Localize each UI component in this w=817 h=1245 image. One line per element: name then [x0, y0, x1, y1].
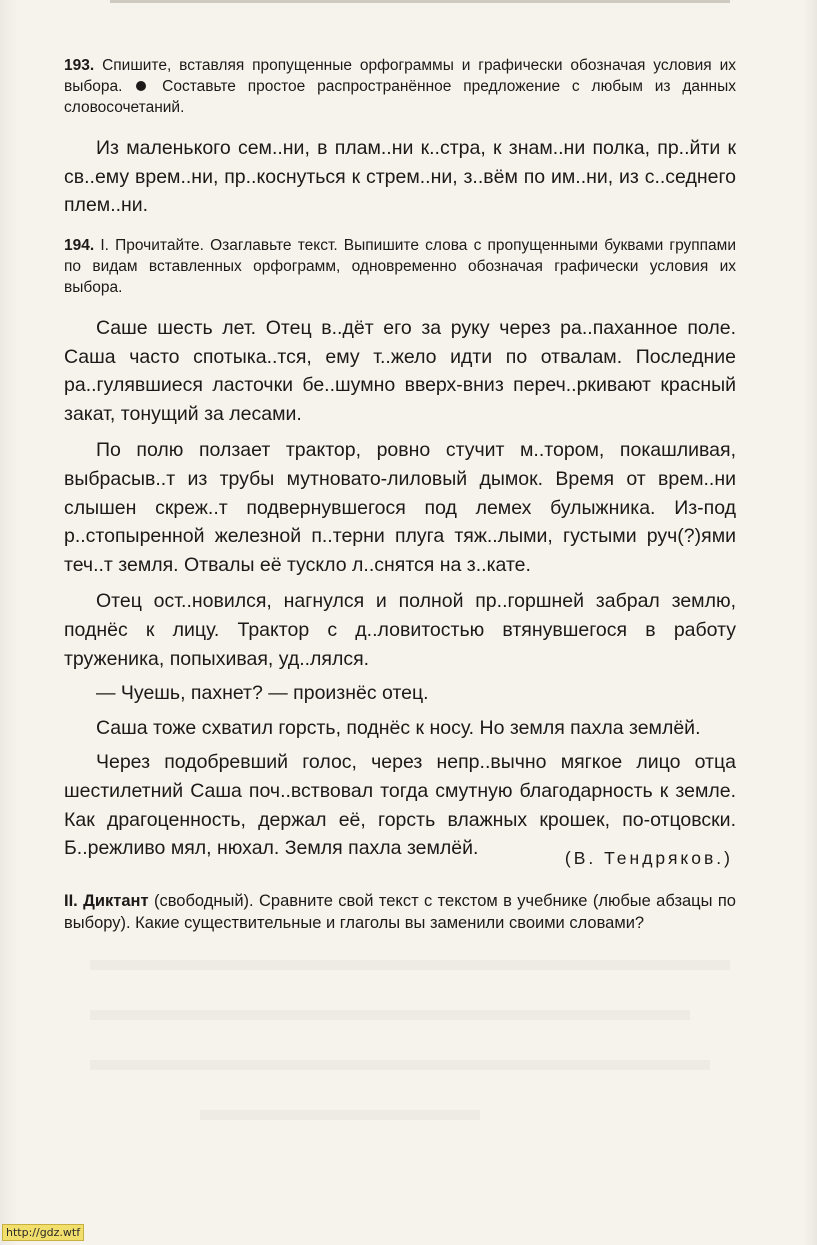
paragraph: — Чуешь, пахнет? — произнёс отец.	[96, 682, 429, 705]
task-194-instruction-text: I. Прочитайте. Озаглавьте текст. Выпишите слова с пропущенными буквами группами по видам вставленных орфограмм, одновременно обозначая графически условия их выбора.	[64, 237, 736, 296]
bleed-through-line	[90, 960, 730, 970]
dictation-text: (свободный). Сравните свой текст с текстом в учебнике (любые абзацы по выбору). Какие существительные и глаголы вы заменили своими словами?	[64, 892, 736, 932]
bullet-dot-icon	[136, 81, 146, 91]
bleed-through-line	[90, 1060, 710, 1070]
dictation-label: II. Диктант	[64, 892, 149, 910]
task-193-instruction	[64, 55, 736, 118]
bleed-through-line	[90, 1010, 690, 1020]
task-193-instruction-b: Составьте простое распространённое предложение с любым из данных словосочетаний.	[64, 78, 736, 116]
task-194-number: 194.	[64, 237, 95, 254]
top-rule	[110, 0, 730, 3]
paragraph: Саше шесть лет. Отец в..дёт его за руку через ра..паханное поле. Саша часто спотыка..тся, ему т..жело идти по отвалам. Последние ра..гулявшиеся ласточки бе..шумно вверх-вниз переч..ркивают красный закат, тонущий за лесами.	[64, 317, 736, 425]
paragraph: Через подобревший голос, через непр..вычно мягкое лицо отца шестилетний Саша поч..вствовал тогда смутную благодарность к земле. Как драгоценность, держал её, горсть влажных крошек, по-отцовски. Б..режливо мял, нюхал. Земля пахла землёй.	[64, 751, 736, 860]
task-193-phrases: Из маленького сем..ни, в плам..ни к..стра, к знам..ни полка, пр..йти к св..ему врем..ни, пр..коснуться к стрем..ни, з..вём по им..ни, из с..седнего плем..ни.	[64, 137, 736, 217]
task-193-instruction-a: Спишите, вставляя пропущенные орфограммы и графически обозначая условия их выбора.	[64, 57, 736, 95]
task-193-text	[64, 134, 736, 220]
watermark-link[interactable]: http://gdz.wtf	[2, 1224, 84, 1241]
task-194-instruction	[64, 235, 736, 298]
paragraph: Саша тоже схватил горсть, поднёс к носу. Но земля пахла землёй.	[96, 716, 701, 739]
task-193-number: 193.	[64, 57, 95, 74]
author-signature: (В. Тендряков.)	[564, 848, 733, 868]
task-194-text	[64, 314, 736, 863]
paragraph: Отец ост..новился, нагнулся и полной пр..горшней забрал землю, поднёс к лицу. Трактор с д..ловитостью втянувшегося в работу труженика, попыхивая, уд..лялся.	[64, 590, 736, 670]
bleed-through-line	[200, 1110, 480, 1120]
task-194-part-2	[64, 890, 736, 934]
paragraph: По полю ползает трактор, ровно стучит м..тором, покашливая, выбрасыв..т из трубы мутновато-лиловый дымок. Время от врем..ни слышен скреж..т подвернувшегося под лемех булыжника. Из-под р..стопыренной железной п..терни плуга тяж..лыми, густыми руч(?)ями теч..т земля. Отвалы её тускло л..снятся на з..кате.	[64, 439, 736, 576]
